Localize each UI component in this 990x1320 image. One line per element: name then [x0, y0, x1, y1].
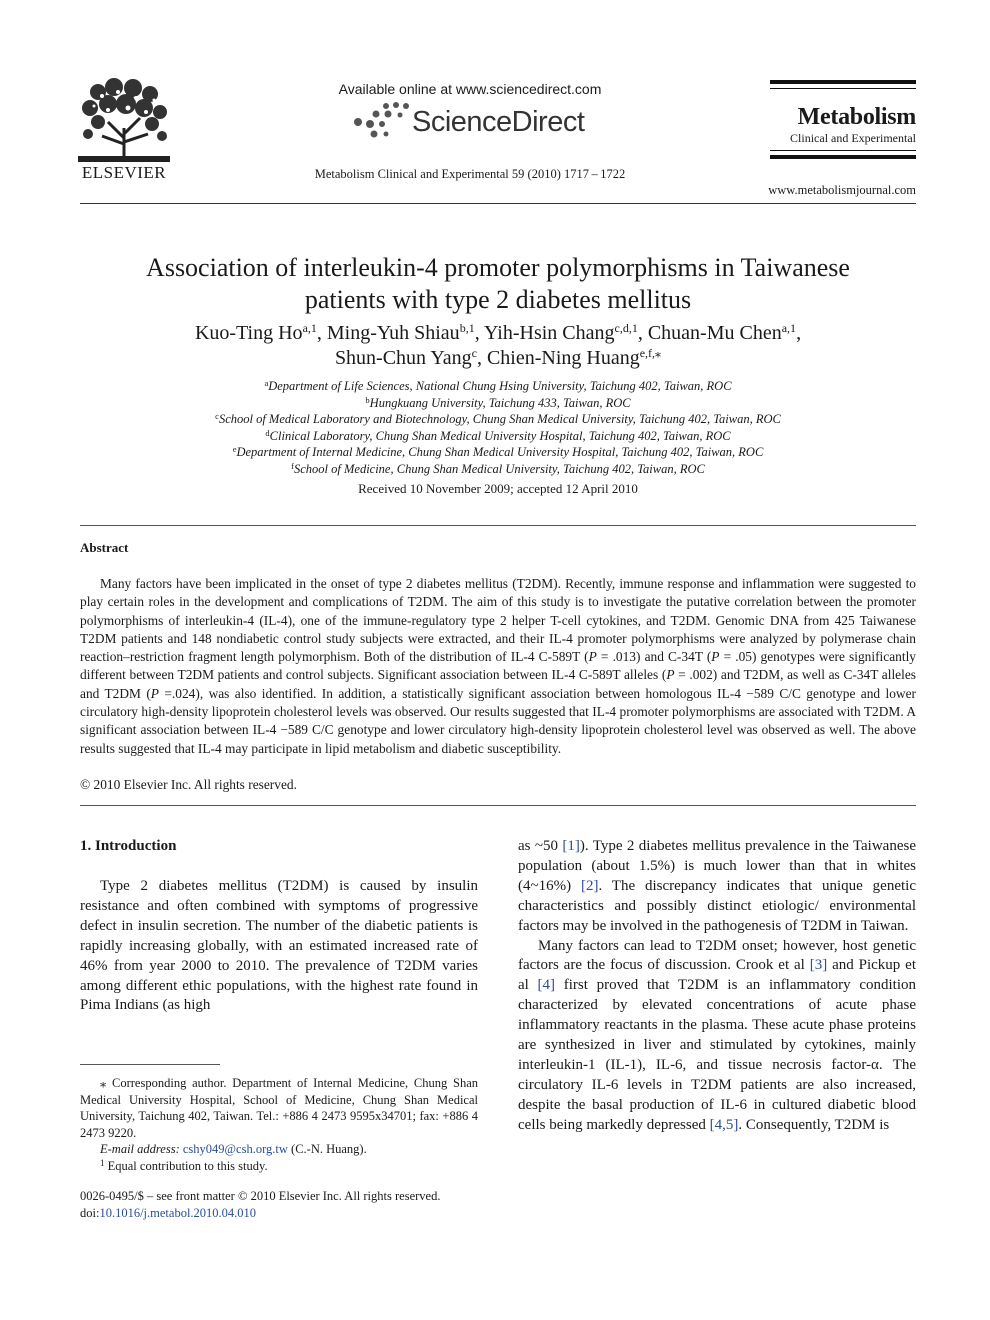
body-text: as ~50 [518, 838, 563, 854]
author-name[interactable]: Ming-Yuh Shiau [326, 322, 460, 344]
footnote-mark: ⁎ [100, 1076, 107, 1090]
affiliation-text: Clinical Laboratory, Chung Shan Medical University Hospital, Taichung 402, Taiwan, ROC [269, 428, 731, 443]
abstract-heading: Abstract [80, 540, 129, 555]
available-online-text: Available online at www.sciencedirect.com [338, 81, 602, 97]
body-text: Many factors can lead to T2DM onset; however, host genetic factors are the focus of discussion. Crook et al [518, 937, 916, 974]
journal-name: Metabolism [797, 104, 916, 130]
affiliation [80, 444, 916, 461]
affiliation [80, 461, 916, 478]
journal-logo-rule [770, 88, 916, 89]
abstract-body [80, 575, 916, 758]
abstract-text: =.024), was also identified. In addition, a statistically significant association between homologous IL-4 −589 C/C genotype and lower circulatory high-density lipoprotein cholesterol levels was observed. Our results suggested that IL-4 promoter polymorphisms are associated with T2DM. A significant association between IL-4 −589 C/C genotype and lower circulatory high-density lipoprotein cholesterol level was observed as well. The above results suggested that IL-4 may participate in lipid metabolism and diabetic susceptibility. [80, 685, 916, 756]
footnote-mark: 1 [100, 1157, 105, 1168]
author-name[interactable]: Chien-Ning Huang [486, 347, 640, 369]
article-title [80, 252, 916, 316]
email-note [80, 1141, 478, 1158]
author-list [80, 321, 916, 371]
affiliation-text: School of Medical Laboratory and Biotechnology, Chung Shan Medical University, Taichung 402, Taiwan, ROC [218, 412, 781, 427]
publisher-name: ELSEVIER [81, 163, 167, 182]
reference-link[interactable]: [2] [580, 877, 599, 894]
affiliation-text: Hungkuang University, Taichung 433, Taiwan, ROC [369, 395, 631, 410]
affiliation-mark: c [215, 411, 219, 422]
reference-link[interactable]: [4,5] [709, 1116, 739, 1133]
equal-contribution-note [80, 1158, 478, 1175]
body-text: first proved that T2DM is an inflammatory condition characterized by elevated concentrations of acute phase inflammatory reactants in the plasma. These acute phase proteins are synthesized in liver and stimulated by cytokines, mainly interleukin-1 (IL-1), IL-6, and tissue necrosis factor-α. The circulatory IL-6 levels in T2DM patients are also increased, despite the basal production of IL-6 in cultured diabetic blood cells being markedly depressed [518, 977, 916, 1133]
affiliation [80, 411, 916, 428]
journal-logo-rule [770, 80, 916, 84]
affiliation-mark: e [232, 444, 237, 455]
author-separator: , [316, 322, 327, 344]
footnote-text: Corresponding author. Department of Internal Medicine, Chung Shan Medical University Hospital, School of Medicine, Chung Shan Medical University, Taichung 402, Taiwan. Tel.: +886 4 2473 9595x34701; fax: +886 4 2473 9220. [80, 1076, 478, 1140]
author-separator: , [474, 322, 484, 344]
affiliation [80, 378, 916, 395]
issn-line: 0026-0495/$ – see front matter © 2010 Elsevier Inc. All rights reserved. [80, 1189, 441, 1203]
author-name[interactable]: Shun-Chun Yang [334, 347, 472, 369]
p-value-symbol: P [666, 667, 675, 683]
p-value-symbol: P [711, 649, 720, 665]
intro-right-column [518, 837, 916, 1136]
journal-logo-rule [770, 155, 916, 159]
author-affil-mark: e,f,⁎ [639, 346, 662, 360]
abstract-text: = .002) and T2DM, as well as C-34T alleles and T2DM ( [80, 667, 916, 701]
reference-link[interactable]: [3] [809, 957, 828, 974]
copyright-notice: © 2010 Elsevier Inc. All rights reserved. [80, 777, 297, 792]
affiliation-mark: f [291, 460, 294, 471]
intro-left-column: Type 2 diabetes mellitus (T2DM) is caused by insulin resistance and often combined with symptoms of progressive defect in insulin secretion. The number of the diabetic patients is rapidly increasing globally, with an estimated increased rate of 46% from year 2000 to 2010. The prevalence of T2DM varies among different ethic populations, with the highest rate found in Pima Indians (as high [80, 878, 478, 1014]
body-text: . The discrepancy indicates that unique genetic characteristics and possibly distinct etiologic/ environmental factors may be involved in the pathogenesis of T2DM in Taiwan. [518, 877, 916, 934]
affiliation-text: School of Medicine, Chung Shan Medical University, Taichung 402, Taiwan, ROC [293, 461, 705, 476]
corresponding-author-note [80, 1075, 478, 1141]
journal-subtitle: Clinical and Experimental [790, 131, 916, 145]
section-heading: 1. Introduction [80, 838, 177, 854]
article-title-line: patients with type 2 diabetes mellitus [304, 285, 692, 314]
abstract-text: = .013) and C-34T ( [596, 649, 712, 665]
author-affil-mark: b,1 [459, 321, 475, 335]
body-text: ). Type 2 diabetes mellitus prevalence in the Taiwanese population (about 1.5%) is much lower than that in whites (4~16%) [518, 838, 916, 894]
footnote-text: Equal contribution to this study. [104, 1158, 268, 1173]
author-name[interactable]: Kuo-Ting Ho [194, 322, 303, 344]
abstract-top-rule [80, 525, 916, 526]
footnote-text: (C.-N. Huang). [287, 1142, 367, 1156]
author-name[interactable]: Yih-Hsin Chang [483, 322, 615, 344]
intro-paragraph [518, 937, 916, 1136]
affiliation-list [80, 378, 916, 478]
affiliation [80, 428, 916, 445]
author-affil-mark: c [471, 346, 477, 360]
abstract-bottom-rule [80, 805, 916, 806]
email-link[interactable]: cshy049@csh.org.tw [182, 1142, 288, 1156]
doi-line [80, 1205, 500, 1222]
author-name[interactable]: Chuan-Mu Chen [647, 322, 782, 344]
author-separator: , [637, 322, 648, 344]
author-separator: , [476, 347, 487, 369]
p-value-symbol: P [588, 649, 597, 665]
intro-paragraph [518, 837, 916, 937]
affiliation-mark: d [265, 427, 270, 438]
body-text: . Consequently, T2DM is [738, 1116, 890, 1133]
received-dates: Received 10 November 2009; accepted 12 April 2010 [358, 481, 638, 496]
header-divider [80, 203, 916, 204]
sciencedirect-dots-icon [352, 102, 410, 142]
affiliation [80, 395, 916, 412]
affiliation-mark: b [365, 394, 370, 405]
sciencedirect-logo [352, 102, 592, 142]
doi-link[interactable]: 10.1016/j.metabol.2010.04.010 [99, 1205, 257, 1220]
reference-link[interactable]: [4] [537, 977, 556, 994]
p-value-symbol: P [150, 685, 159, 701]
journal-website-link[interactable]: www.metabolismjournal.com [768, 183, 916, 197]
footnotes [80, 1075, 478, 1174]
article-title-line: Association of interleukin-4 promoter polymorphisms in Taiwanese [146, 253, 850, 282]
body-text: and Pickup et al [518, 957, 916, 994]
doi-label: doi: [80, 1205, 100, 1220]
author-affil-mark: c,d,1 [614, 321, 638, 335]
journal-citation: Metabolism Clinical and Experimental 59 (2010) 1717 – 1722 [314, 167, 626, 181]
affiliation-mark: a [264, 378, 269, 388]
abstract-text: Many factors have been implicated in the onset of type 2 diabetes mellitus (T2DM). Recently, immune response and inflammation were suggested to play certain roles in the development and complications of T2DM. The aim of this study is to investigate the putative correlation between the promoter polymorphisms of interleukin-4 (IL-4), one of the immune-regulatory type 2 helper T-cell cytokines, and T2DM. Genomic DNA from 425 Taiwanese T2DM patients and 148 nondiabetic control study subjects were extracted, and their IL-4 promoter polymorphisms were analyzed by polymerase chain reaction–restriction fragment length polymorphism. Both of the distribution of IL-4 C-589T ( [80, 576, 916, 665]
reference-link[interactable]: [1] [562, 838, 580, 854]
author-separator: , [796, 322, 802, 344]
author-affil-mark: a,1 [781, 321, 797, 335]
elsevier-tree-logo [78, 78, 170, 162]
affiliation-text: Department of Life Sciences, National Chung Hsing University, Taichung 402, Taiwan, ROC [268, 379, 732, 393]
author-affil-mark: a,1 [302, 321, 317, 335]
issn-doi-block [80, 1188, 500, 1221]
footnote-rule [80, 1064, 220, 1065]
journal-logo-rule [770, 150, 916, 151]
abstract-text: = .05) genotypes were significantly different between T2DM patients and control subjects. Significant association between IL-4 C-589T alleles ( [80, 649, 916, 683]
email-label: E-mail address: [100, 1142, 180, 1156]
affiliation-text: Department of Internal Medicine, Chung Shan Medical University Hospital, Taichung 402, Taiwan, ROC [236, 445, 764, 460]
sciencedirect-wordmark: ScienceDirect [412, 106, 585, 138]
